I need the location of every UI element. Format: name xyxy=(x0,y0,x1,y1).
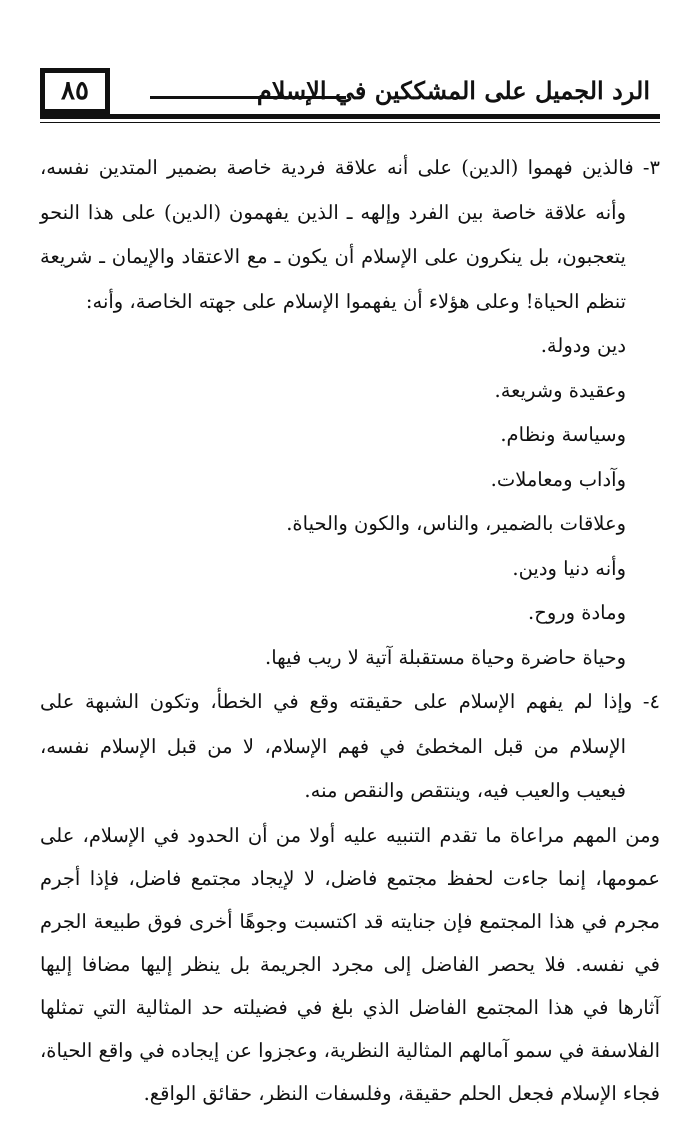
paragraph-point-3: ٣- فالذين فهموا (الدين) على أنه علاقة فردية خاصة بضمير المتدين نفسه، وأنه علاقة خاصة بين الفرد وإلهه ـ الذين يفهمون (الدين) على هذا النحو يتعجبون، بل ينكرون على الإسلام أن يكون ـ مع الاعتقاد والإيمان ـ شريعة تنظم الحياة! وعلى هؤلاء أن يفهموا الإسلام على جهته الخاصة، وأنه: xyxy=(40,156,660,313)
list-item: وآداب ومعاملات. xyxy=(490,467,626,491)
header-rule-thin xyxy=(40,122,660,123)
header-rule-thick xyxy=(40,114,660,119)
running-header-title: الرد الجميل على المشككين في الإسلام xyxy=(256,76,650,105)
list-item: وعلاقات بالضمير، والناس، والكون والحياة. xyxy=(286,512,626,535)
paragraph-point-4: ٤- وإذا لم يفهم الإسلام على حقيقته وقع في الخطأ، وتكون الشبهة على الإسلام من قبل المخطئ في فهم الإسلام، لا من قبل الإسلام نفسه، فيعيب والعيب فيه، وينتقص والنقص منه. xyxy=(40,690,660,802)
list-item: ومادة وروح. xyxy=(528,601,626,624)
page-number-box xyxy=(40,68,110,114)
list-item: دين ودولة. xyxy=(540,334,626,357)
list-item: وعقيدة وشريعة. xyxy=(494,378,626,402)
list-item: وسياسة ونظام. xyxy=(500,423,626,446)
list-item: وحياة حاضرة وحياة مستقبلة آتية لا ريب فيها. xyxy=(265,645,626,669)
list-item: وأنه دنيا ودين. xyxy=(512,556,626,580)
paragraph-closing: ومن المهم مراعاة ما تقدم التنبيه عليه أولا من أن الحدود في الإسلام، على عمومها، إنما جاءت لحفظ مجتمع فاضل، لا لإيجاد مجتمع فاضل، فإذا أجرم مجرم في هذا المجتمع فإن جنايته قد اكتسبت وجوهًا أخرى فوق طبيعة الجرم في نفسه. فلا يحصر الفاضل إلى مجرد الجريمة بل ينظر إليها مضافا إليها آثارها في هذا المجتمع الفاضل الذي بلغ في فضيلته حد المثالية التي تمثلها الفلاسفة في سمو آمالهم المثالية النظرية، وعجزوا عن إيجاده في واقع الحياة، فجاء الإسلام فجعل الحلم حقيقة، وفلسفات النظر، حقائق الواقع. xyxy=(40,823,660,1105)
page-body xyxy=(40,146,660,1115)
page-number: ٨٥ xyxy=(61,76,89,106)
